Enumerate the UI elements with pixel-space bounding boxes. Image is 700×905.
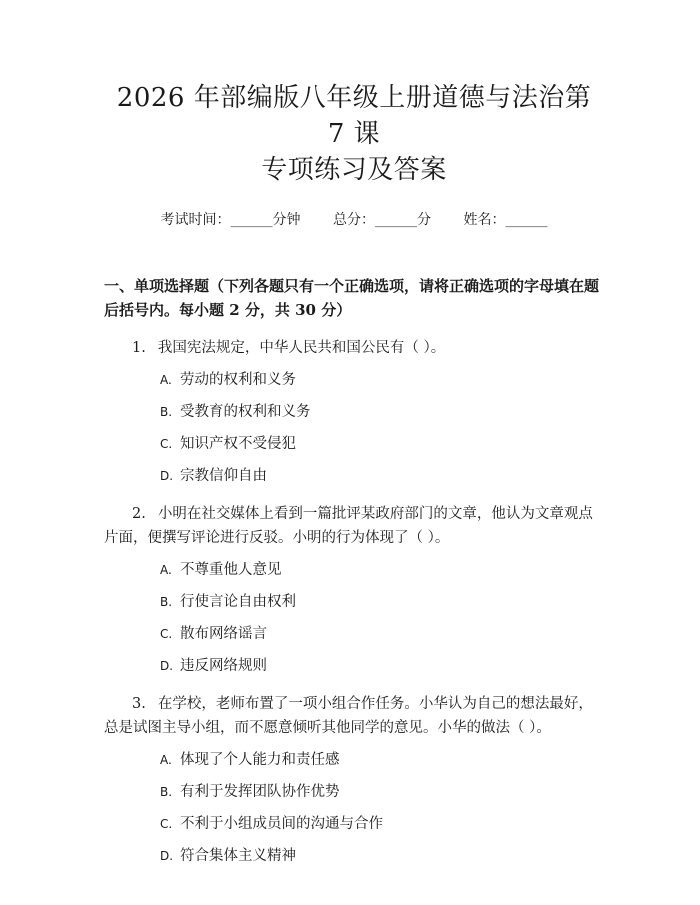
question-3 — [104, 692, 604, 740]
option-text: 不利于小组成员间的沟通与合作 — [180, 816, 383, 832]
option-text: 知识产权不受侵犯 — [180, 436, 296, 452]
section-heading: 一、单项选择题（下列各题只有一个正确选项，请将正确选项的字母填在题后括号内。每小题 2 分，共 30 分） — [104, 277, 600, 319]
option-text: 受教育的权利和义务 — [180, 404, 311, 420]
student-name: 姓名：______ — [463, 212, 548, 228]
question-1-option-a — [104, 368, 604, 392]
question-text: 小明在社交媒体上看到一篇批评某政府部门的文章，他认为文章观点片面，便撰写评论进行反驳。小明的行为体现了（ ）。 — [104, 506, 593, 546]
question-3-option-b — [104, 780, 604, 804]
option-text: 劳动的权利和义务 — [180, 372, 296, 388]
option-letter: C. — [160, 437, 173, 451]
question-text: 在学校，老师布置了一项小组合作任务。小华认为自己的想法最好，总是试图主导小组，而不愿意倾听其他同学的意见。小华的做法（ ）。 — [104, 696, 593, 736]
question-3-option-a — [104, 748, 604, 772]
option-text: 行使言论自由权利 — [180, 594, 296, 610]
option-letter: D. — [160, 659, 174, 673]
question-1-option-b — [104, 400, 604, 424]
question-2-option-c — [104, 622, 604, 646]
option-text: 宗教信仰自由 — [180, 468, 267, 484]
option-letter: D. — [160, 849, 174, 863]
option-letter: D. — [160, 469, 174, 483]
option-letter: B. — [160, 405, 173, 419]
title-line-1: 2026 年部编版八年级上册道德与法治第 7 课 — [116, 83, 592, 149]
question-1 — [104, 336, 604, 360]
option-letter: A. — [160, 753, 172, 767]
option-text: 体现了个人能力和责任感 — [180, 752, 340, 768]
option-letter: A. — [160, 373, 172, 387]
option-letter: C. — [160, 817, 173, 831]
title-line-2: 专项练习及答案 — [261, 155, 447, 185]
option-letter: B. — [160, 595, 173, 609]
question-2 — [104, 502, 604, 550]
question-1-option-d — [104, 464, 604, 488]
option-text: 有利于发挥团队协作优势 — [180, 784, 340, 800]
option-letter: C. — [160, 627, 173, 641]
option-text: 散布网络谣言 — [180, 626, 267, 642]
question-number: 3. — [132, 696, 146, 712]
question-number: 2. — [132, 506, 146, 522]
question-1-option-c — [104, 432, 604, 456]
option-text: 不尊重他人意见 — [180, 562, 282, 578]
exam-info — [104, 210, 604, 230]
exam-time: 考试时间：______分钟 — [160, 212, 301, 228]
option-letter: B. — [160, 785, 173, 799]
question-2-option-d — [104, 654, 604, 678]
question-text: 我国宪法规定，中华人民共和国公民有（ ）。 — [157, 340, 446, 356]
total-score: 总分：______分 — [333, 212, 431, 228]
document-title — [104, 0, 604, 188]
question-2-option-b — [104, 590, 604, 614]
question-3-option-c — [104, 812, 604, 836]
option-text: 符合集体主义精神 — [180, 848, 296, 864]
option-letter: A. — [160, 563, 172, 577]
question-3-option-d — [104, 844, 604, 868]
question-number: 1. — [132, 340, 146, 356]
question-2-option-a — [104, 558, 604, 582]
option-text: 违反网络规则 — [180, 658, 267, 674]
